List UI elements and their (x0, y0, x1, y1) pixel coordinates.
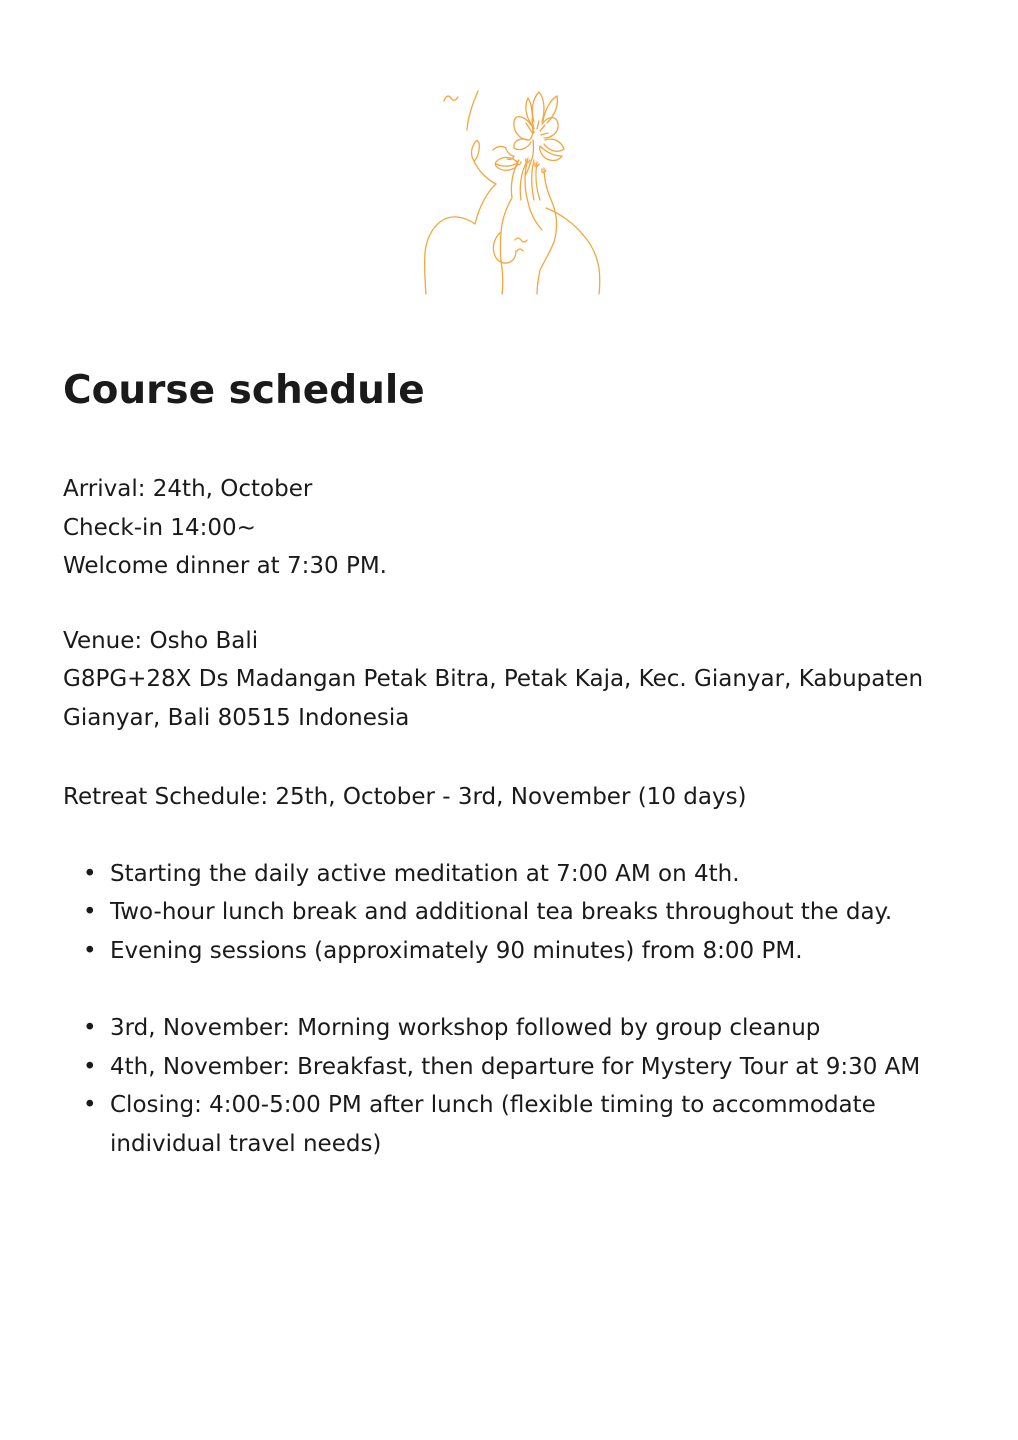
woman-flower-illustration (416, 90, 616, 295)
list-item: • Two-hour lunch break and additional tea breaks throughout the day. (63, 893, 978, 932)
list-item: • Starting the daily active meditation at 7:00 AM on 4th. (63, 855, 978, 894)
section-retreat (63, 778, 998, 817)
retreat-closing-bullet-list (63, 1009, 998, 1163)
list-item: • 3rd, November: Morning workshop followed by group cleanup (63, 1009, 978, 1048)
list-item: • Closing: 4:00-5:00 PM after lunch (flexible timing to accommodate individual travel needs) (63, 1086, 978, 1163)
retreat-heading: Retreat Schedule: 25th, October - 3rd, November (10 days) (63, 783, 747, 810)
page-title: Course schedule (63, 368, 425, 413)
venue-address: G8PG+28X Ds Madangan Petak Bitra, Petak Kaja, Kec. Gianyar, Kabupaten Gianyar, Bali 80515 Indonesia (63, 666, 924, 731)
list-item: • 4th, November: Breakfast, then departure for Mystery Tour at 9:30 AM (63, 1048, 978, 1087)
arrival-dinner-line: Welcome dinner at 7:30 PM. (63, 553, 387, 580)
section-venue (63, 622, 998, 738)
section-arrival (63, 470, 998, 586)
document-content (0, 368, 1018, 1163)
venue-heading: Venue: Osho Bali (63, 627, 259, 654)
arrival-heading: Arrival: 24th, October (63, 476, 313, 502)
arrival-checkin-line: Check-in 14:00~ (63, 514, 256, 541)
retreat-daily-bullet-list (63, 855, 998, 971)
line-art-strokes (425, 91, 600, 294)
list-item: • Evening sessions (approximately 90 minutes) from 8:00 PM. (63, 932, 978, 971)
